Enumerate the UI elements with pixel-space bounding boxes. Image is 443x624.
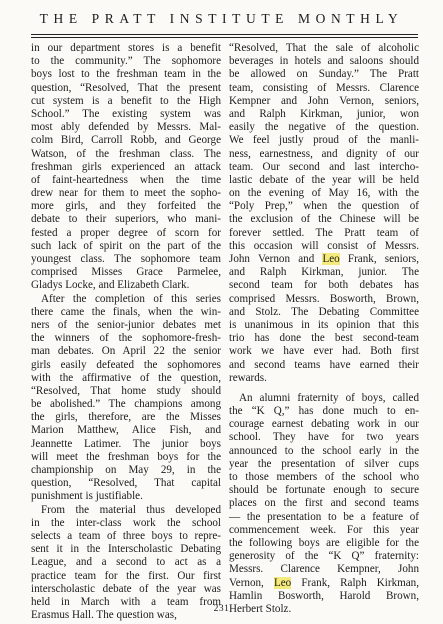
text-line: of faint-heartedness when the time bbox=[31, 173, 221, 186]
text-line: the following boys are eligible for the bbox=[229, 536, 419, 549]
text-line: second team for both debates has bbox=[229, 279, 419, 292]
text-line: championship on May 29, in the bbox=[31, 464, 221, 476]
text-line: to the community.” The sophomore bbox=[31, 55, 221, 68]
text-line-highlighted: Vernon, Leo Frank, Ralph Kirkman, bbox=[229, 576, 420, 589]
text-line: Gladys Locke, and Elizabeth Clark. bbox=[31, 279, 190, 292]
text-line: interscholastic debate of the year was bbox=[31, 582, 221, 595]
text-line-highlighted: John Vernon and Leo Frank, seniors, bbox=[229, 253, 420, 265]
text-line: more girls, and they forfeited the bbox=[31, 200, 221, 213]
text-line: in our department stores is a benefit bbox=[31, 42, 221, 54]
text-line: the winners of the sophomore-fresh- bbox=[31, 332, 221, 345]
text-line: Kempner and John Vernon, seniors, bbox=[229, 94, 419, 107]
text-line: to those members of the school who bbox=[229, 471, 419, 483]
text-line: man debates. On April 22 the senior bbox=[31, 345, 221, 358]
text-line: on the evening of May 16, with the bbox=[229, 187, 419, 200]
text-line: rewards. bbox=[229, 371, 267, 384]
text-line: girls easily defeated the sophomores bbox=[31, 358, 221, 371]
text-line: Marion Matthew, Alice Fish, and bbox=[31, 424, 221, 437]
text-line: work we have ever had. Both first bbox=[229, 345, 419, 358]
text-line: cut system is a benefit to the High bbox=[31, 94, 221, 107]
text-line: places on the first and second teams bbox=[229, 497, 419, 510]
text-line: and second teams have earned their bbox=[229, 358, 419, 371]
text-line: Herbert Stolz. bbox=[229, 602, 292, 615]
page-number: 231 bbox=[213, 604, 230, 614]
text-line: drew near for them to meet the sopho- bbox=[31, 187, 221, 200]
text-line: Watson, of the freshman class. The bbox=[31, 147, 221, 160]
text-line: the girls, therefore, are the Misses bbox=[31, 411, 221, 424]
text-line: We feel justly proud of the manli- bbox=[229, 134, 419, 147]
text-line: “Resolved, That home study should bbox=[31, 384, 221, 397]
text-line: and Ralph Kirkman, junior. The bbox=[229, 266, 419, 279]
text-line: “Poly Prep,” when the question of bbox=[229, 200, 419, 213]
text-line: generosity of the “K Q” fraternity: bbox=[229, 550, 419, 563]
text-line: announced to the school early in the bbox=[229, 444, 419, 457]
text-line: After the completion of this series bbox=[41, 292, 221, 305]
header-rule-top bbox=[31, 34, 418, 35]
text-line: the exclusion of the Chinese will be bbox=[229, 213, 419, 226]
text-line: debate to their superiors, who mani- bbox=[31, 213, 221, 226]
text-line: youngest class. The sophomore team bbox=[31, 253, 221, 265]
text-line: comprised Messrs. Bosworth, Brown, bbox=[229, 292, 419, 305]
header-rule-bottom bbox=[31, 37, 418, 38]
text-line: easily the negative of the question. bbox=[229, 121, 419, 134]
text-line: Jeannette Latimer. The junior boys bbox=[31, 437, 221, 450]
text-line: lastic debate of the year will be held bbox=[229, 173, 419, 186]
text-line: ners of the senior-junior debates met bbox=[31, 318, 221, 331]
text-line: with the affirmative of the question, bbox=[31, 371, 221, 384]
text-line: beverages in hotels and saloons should bbox=[229, 55, 419, 68]
text-line: such lack of spirit on the part of the bbox=[31, 239, 221, 252]
text-line: School.” The existing system was bbox=[31, 107, 221, 120]
text-line: An alumni fraternity of boys, called bbox=[239, 391, 419, 404]
text-line: will meet the freshman boys for the bbox=[31, 450, 221, 463]
text-line: punishment is justifiable. bbox=[31, 490, 143, 503]
text-line: there came the finals, when the win- bbox=[31, 305, 221, 318]
text-line: school. They have for two years bbox=[229, 431, 419, 444]
right-column bbox=[229, 42, 419, 616]
left-column bbox=[31, 42, 221, 622]
text-line: year the presentation of silver cups bbox=[229, 457, 419, 470]
text-line: question, “Resolved, That capital bbox=[31, 477, 221, 490]
text-line: and Ralph Kirkman, junior, won bbox=[229, 107, 419, 120]
text-line: fested a proper degree of scorn for bbox=[31, 226, 221, 239]
search-highlight: Leo bbox=[322, 253, 340, 265]
text-line: comprised Misses Grace Parmelee, bbox=[31, 266, 221, 279]
search-highlight: Leo bbox=[273, 576, 292, 589]
text-line: this occasion will consist of Messrs. bbox=[229, 239, 419, 252]
text-line: — the presentation to be a feature of bbox=[229, 510, 419, 523]
text-line: From the material thus developed bbox=[41, 503, 221, 516]
text-line: Messrs. Clarence Kempner, John bbox=[229, 563, 419, 576]
text-line: the “K Q,” has done much to en- bbox=[229, 405, 419, 418]
text-line: is unanimous in its opinion that this bbox=[229, 318, 419, 331]
text-line: selects a team of three boys to repre- bbox=[31, 529, 221, 542]
text-line: freshman girls experienced an attack bbox=[31, 160, 221, 173]
text-line: and Stolz. The Debating Committee bbox=[229, 305, 419, 318]
running-header: THE PRATT INSTITUTE MONTHLY bbox=[39, 11, 404, 26]
text-line: in the inter-class work the school bbox=[31, 516, 221, 529]
text-line: Hamlin Bosworth, Harold Brown, bbox=[229, 589, 419, 602]
text-line: be abolished.” The champions among bbox=[31, 398, 221, 411]
text-line: be allowed on Sunday.” The Pratt bbox=[229, 68, 419, 81]
text-line: Erasmus Hall. The question was, bbox=[31, 609, 177, 622]
paragraph-gap bbox=[229, 385, 419, 392]
text-line: practice team for the first. Our first bbox=[31, 569, 221, 582]
text-line: commencement week. For this year bbox=[229, 523, 419, 536]
text-line: colm Bird, Carroll Robb, and George bbox=[31, 134, 221, 147]
text-line: boys lost to the freshman team in the bbox=[31, 68, 221, 81]
text-line: held in March with a team from bbox=[31, 595, 221, 608]
text-line: courage earnest debating work in our bbox=[229, 418, 419, 431]
text-line: League, and a second to act as a bbox=[31, 556, 221, 569]
text-line: forever settled. The Pratt team of bbox=[229, 226, 419, 239]
text-line: team, consisting of Messrs. Clarence bbox=[229, 81, 419, 94]
text-line: trio has done the best second-team bbox=[229, 332, 419, 345]
text-line: team. Our second and last intercho- bbox=[229, 160, 419, 173]
text-line: should be fortunate enough to secure bbox=[229, 484, 419, 497]
text-line: ness, earnestness, and dignity of our bbox=[229, 147, 419, 160]
text-line: question, “Resolved, That the present bbox=[31, 81, 221, 94]
text-line: most ably defended by Messrs. Mal- bbox=[31, 121, 221, 134]
text-line: sent it in the Interscholastic Debating bbox=[31, 543, 221, 556]
text-line: “Resolved, That the sale of alcoholic bbox=[229, 42, 419, 54]
